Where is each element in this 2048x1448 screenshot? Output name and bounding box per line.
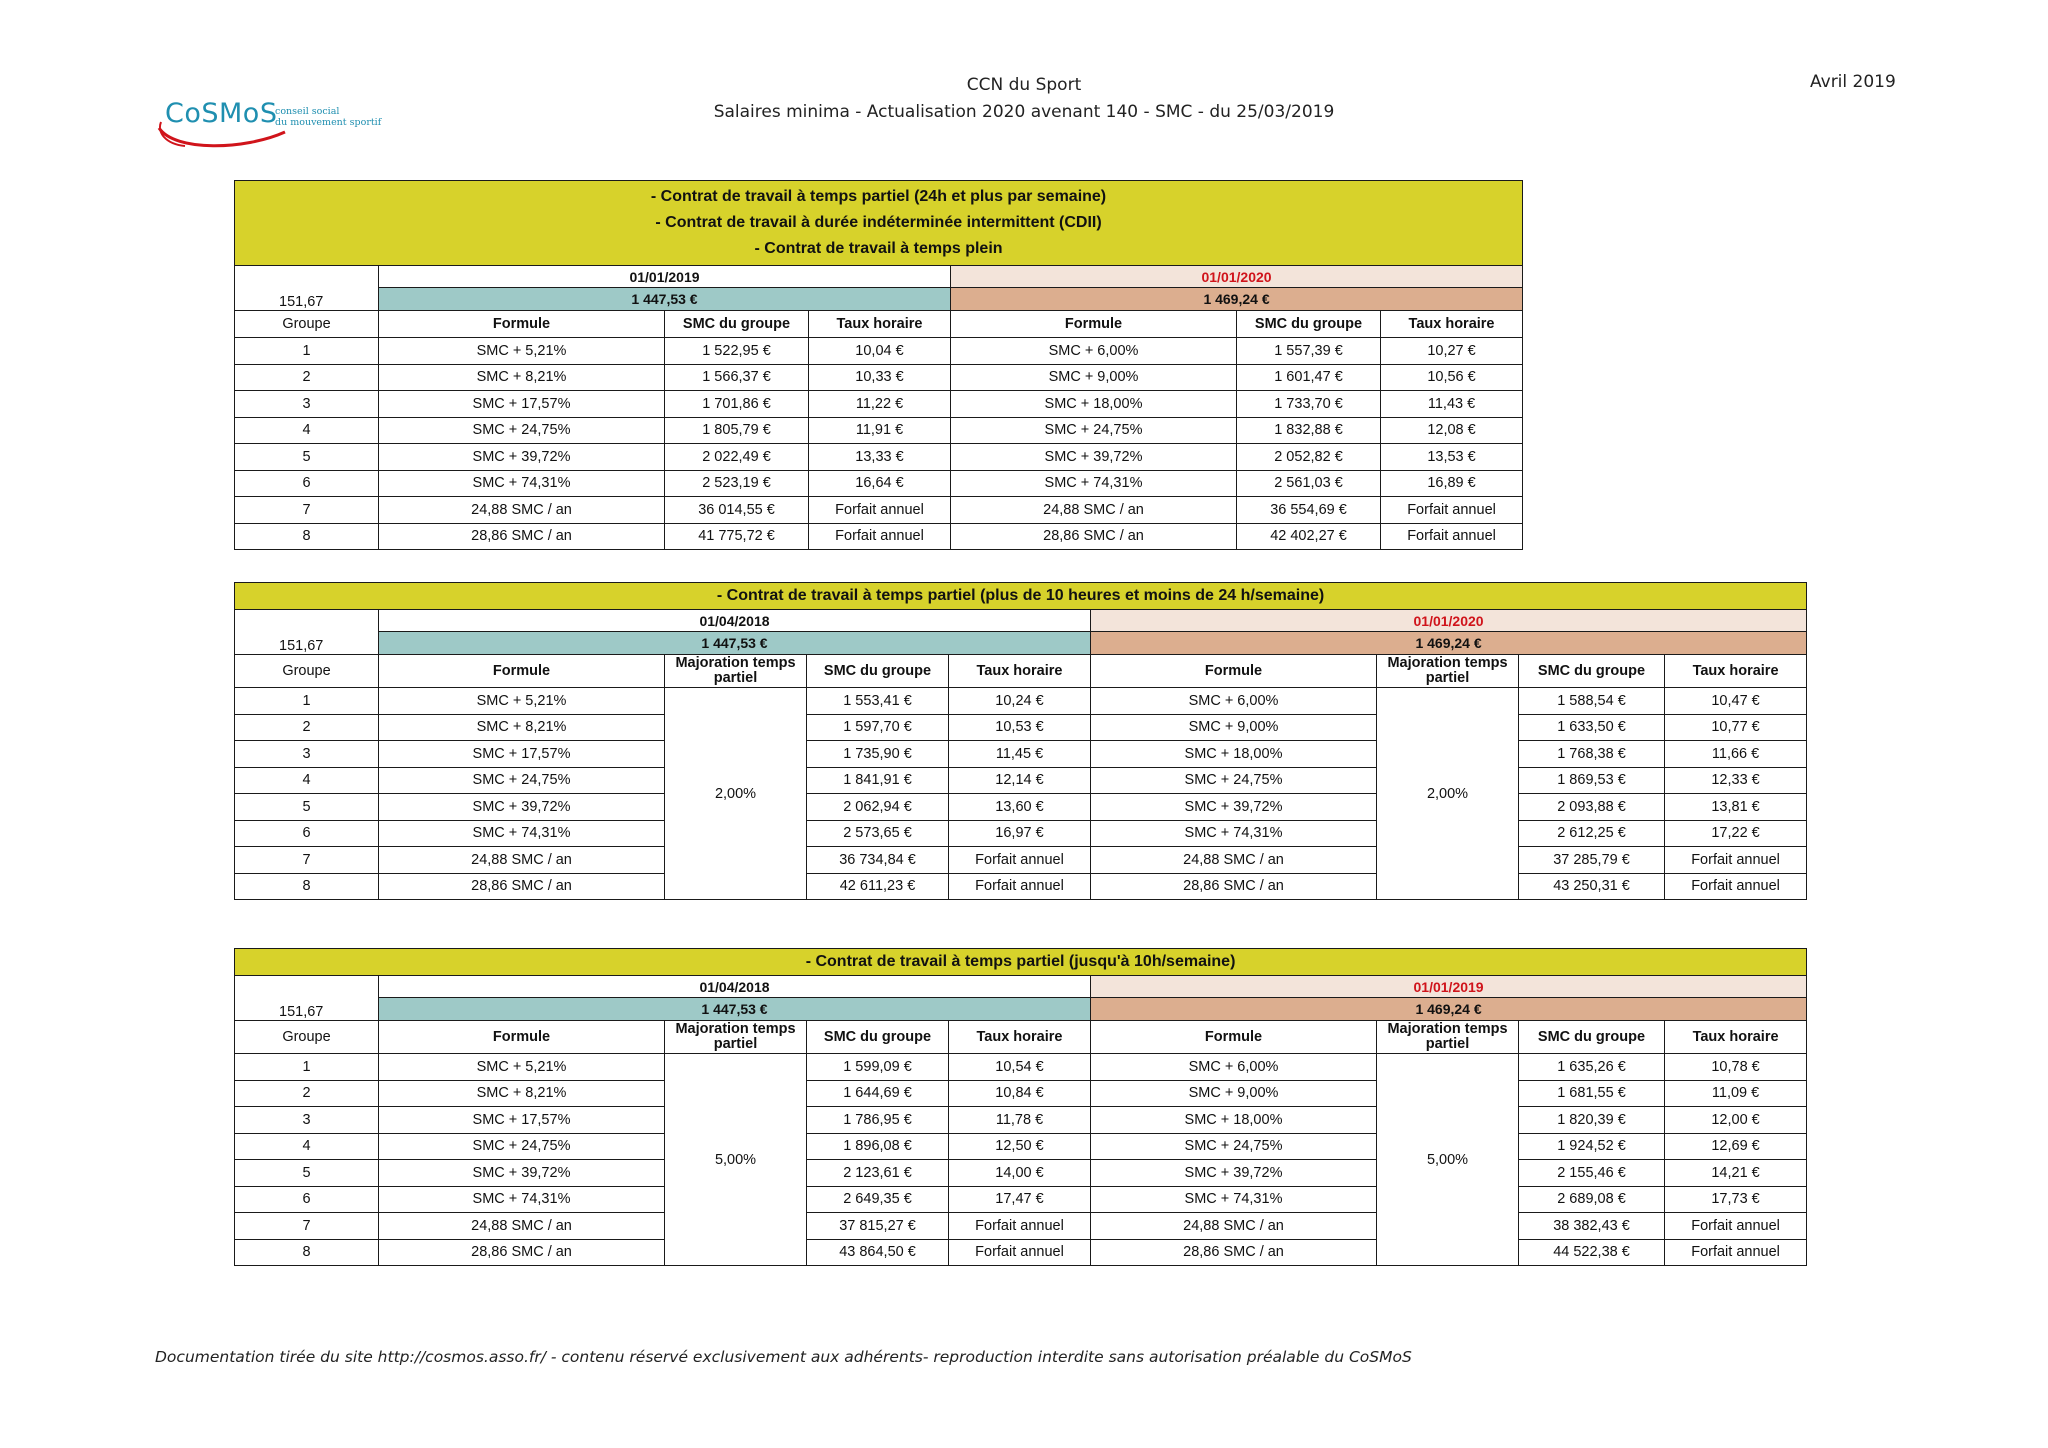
cell-formule: SMC + 8,21% <box>379 714 665 741</box>
col-header-majoration: Majoration temps partiel <box>665 655 807 688</box>
cell-taux: 11,22 € <box>809 391 951 418</box>
col-header-taux: Taux horaire <box>949 655 1091 688</box>
period-new-date: 01/01/2020 <box>1091 610 1807 632</box>
col-header-formule: Formule <box>379 1021 665 1054</box>
cell-smc: 2 093,88 € <box>1519 794 1665 821</box>
period-new-smc: 1 469,24 € <box>1091 998 1807 1021</box>
col-header-majoration: Majoration temps partiel <box>665 1021 807 1054</box>
cell-majoration: 2,00% <box>665 688 807 900</box>
col-header-smc: SMC du groupe <box>807 655 949 688</box>
cell-formule: SMC + 17,57% <box>379 391 665 418</box>
period-new-date: 01/01/2019 <box>1091 976 1807 998</box>
table1-banner <box>235 181 1523 266</box>
cell-formule: SMC + 18,00% <box>1091 741 1377 768</box>
cell-smc: 1 644,69 € <box>807 1080 949 1107</box>
table2-banner: - Contrat de travail à temps partiel (plus de 10 heures et moins de 24 h/semaine) <box>235 583 1807 610</box>
salary-table-part-time-up-to-10h <box>234 948 1807 1266</box>
cell-formule: SMC + 8,21% <box>379 364 665 391</box>
table-row <box>235 338 1523 365</box>
cell-smc: 42 402,27 € <box>1237 523 1381 550</box>
col-header-taux: Taux horaire <box>809 311 951 338</box>
cell-groupe: 2 <box>235 714 379 741</box>
cell-groupe: 6 <box>235 470 379 497</box>
period-old-smc: 1 447,53 € <box>379 632 1091 655</box>
cell-taux: Forfait annuel <box>949 847 1091 874</box>
cell-groupe: 5 <box>235 794 379 821</box>
cell-formule: SMC + 8,21% <box>379 1080 665 1107</box>
cell-groupe: 3 <box>235 741 379 768</box>
col-header-majoration: Majoration temps partiel <box>1377 655 1519 688</box>
table-row <box>235 820 1807 847</box>
cell-taux: Forfait annuel <box>1381 523 1523 550</box>
period-new-smc: 1 469,24 € <box>1091 632 1807 655</box>
footer-notice: Documentation tirée du site http://cosmos.asso.fr/ - contenu réservé exclusivement aux adhérents- reproduction interdite sans autorisation préalable du CoSMoS <box>155 1348 1412 1366</box>
cell-taux: 17,22 € <box>1665 820 1807 847</box>
banner-line: - Contrat de travail à temps plein <box>754 240 1003 257</box>
cell-formule: 24,88 SMC / an <box>379 847 665 874</box>
cell-formule: SMC + 74,31% <box>379 1186 665 1213</box>
cell-formule: SMC + 39,72% <box>1091 1160 1377 1187</box>
cell-taux: Forfait annuel <box>1381 497 1523 524</box>
cell-smc: 1 633,50 € <box>1519 714 1665 741</box>
cell-smc: 36 734,84 € <box>807 847 949 874</box>
col-header-formule: Formule <box>379 655 665 688</box>
cell-groupe: 8 <box>235 523 379 550</box>
cell-smc: 1 557,39 € <box>1237 338 1381 365</box>
cell-smc: 1 566,37 € <box>665 364 809 391</box>
cell-smc: 2 155,46 € <box>1519 1160 1665 1187</box>
cell-formule: SMC + 24,75% <box>951 417 1237 444</box>
cell-formule: 24,88 SMC / an <box>1091 1213 1377 1240</box>
table-row <box>235 1054 1807 1081</box>
cell-formule: SMC + 74,31% <box>1091 1186 1377 1213</box>
cell-taux: 11,78 € <box>949 1107 1091 1134</box>
cell-groupe: 3 <box>235 391 379 418</box>
cell-taux: 10,27 € <box>1381 338 1523 365</box>
cell-taux: 10,47 € <box>1665 688 1807 715</box>
table-row <box>235 1160 1807 1187</box>
cell-groupe: 7 <box>235 1213 379 1240</box>
cell-taux: Forfait annuel <box>949 873 1091 900</box>
cell-smc: 2 022,49 € <box>665 444 809 471</box>
cell-groupe: 4 <box>235 767 379 794</box>
cell-groupe: 1 <box>235 338 379 365</box>
period-old-date: 01/01/2019 <box>379 266 951 288</box>
table-row <box>235 523 1523 550</box>
cell-smc: 1 786,95 € <box>807 1107 949 1134</box>
cell-majoration: 2,00% <box>1377 688 1519 900</box>
cell-smc: 37 815,27 € <box>807 1213 949 1240</box>
period-new-date: 01/01/2020 <box>951 266 1523 288</box>
cell-smc: 2 561,03 € <box>1237 470 1381 497</box>
cell-formule: SMC + 24,75% <box>379 767 665 794</box>
cell-smc: 2 123,61 € <box>807 1160 949 1187</box>
cell-formule: SMC + 24,75% <box>379 417 665 444</box>
table-row <box>235 714 1807 741</box>
logo-subtitle <box>275 106 381 128</box>
cell-majoration: 5,00% <box>665 1054 807 1266</box>
cell-groupe: 2 <box>235 364 379 391</box>
cell-formule: SMC + 24,75% <box>1091 767 1377 794</box>
cell-majoration: 5,00% <box>1377 1054 1519 1266</box>
cell-formule: SMC + 74,31% <box>379 470 665 497</box>
cell-groupe: 3 <box>235 1107 379 1134</box>
cell-formule: SMC + 6,00% <box>1091 1054 1377 1081</box>
cell-taux: Forfait annuel <box>1665 873 1807 900</box>
table-row <box>235 1080 1807 1107</box>
period-old-date: 01/04/2018 <box>379 610 1091 632</box>
cell-formule: 28,86 SMC / an <box>1091 1239 1377 1266</box>
table-row <box>235 1186 1807 1213</box>
cell-smc: 1 635,26 € <box>1519 1054 1665 1081</box>
cell-groupe: 8 <box>235 1239 379 1266</box>
cell-groupe: 8 <box>235 873 379 900</box>
cell-taux: 14,00 € <box>949 1160 1091 1187</box>
table-row <box>235 497 1523 524</box>
cell-taux: 12,69 € <box>1665 1133 1807 1160</box>
cell-groupe: 7 <box>235 497 379 524</box>
cell-smc: 1 588,54 € <box>1519 688 1665 715</box>
cell-smc: 2 573,65 € <box>807 820 949 847</box>
cell-formule: SMC + 6,00% <box>951 338 1237 365</box>
cell-taux: 10,54 € <box>949 1054 1091 1081</box>
cell-formule: 28,86 SMC / an <box>379 1239 665 1266</box>
cosmos-logo <box>155 92 405 154</box>
cell-smc: 42 611,23 € <box>807 873 949 900</box>
table-row <box>235 1239 1807 1266</box>
col-header-formule: Formule <box>1091 655 1377 688</box>
smc-base-hours: 151,67 <box>235 610 379 655</box>
cell-smc: 41 775,72 € <box>665 523 809 550</box>
cell-groupe: 5 <box>235 444 379 471</box>
table-row <box>235 1213 1807 1240</box>
cell-smc: 36 014,55 € <box>665 497 809 524</box>
cell-smc: 2 612,25 € <box>1519 820 1665 847</box>
table-row <box>235 1107 1807 1134</box>
cell-groupe: 1 <box>235 1054 379 1081</box>
period-old-date: 01/04/2018 <box>379 976 1091 998</box>
col-header-smc: SMC du groupe <box>807 1021 949 1054</box>
period-old-smc: 1 447,53 € <box>379 288 951 311</box>
cell-formule: 24,88 SMC / an <box>379 1213 665 1240</box>
cell-smc: 1 681,55 € <box>1519 1080 1665 1107</box>
logo-sub-line-2: du mouvement sportif <box>275 117 382 128</box>
cell-formule: SMC + 18,00% <box>951 391 1237 418</box>
cell-formule: 24,88 SMC / an <box>379 497 665 524</box>
col-header-groupe: Groupe <box>235 655 379 688</box>
cell-formule: SMC + 17,57% <box>379 741 665 768</box>
col-header-groupe: Groupe <box>235 1021 379 1054</box>
cell-taux: Forfait annuel <box>809 497 951 524</box>
table-row <box>235 470 1523 497</box>
cell-taux: 16,89 € <box>1381 470 1523 497</box>
cell-taux: 10,78 € <box>1665 1054 1807 1081</box>
cell-taux: 11,43 € <box>1381 391 1523 418</box>
cell-groupe: 6 <box>235 820 379 847</box>
cell-taux: 13,60 € <box>949 794 1091 821</box>
cell-taux: 12,33 € <box>1665 767 1807 794</box>
cell-taux: 12,50 € <box>949 1133 1091 1160</box>
cell-formule: SMC + 39,72% <box>951 444 1237 471</box>
cell-taux: 16,64 € <box>809 470 951 497</box>
cell-groupe: 4 <box>235 1133 379 1160</box>
col-header-majoration: Majoration temps partiel <box>1377 1021 1519 1054</box>
cell-smc: 2 062,94 € <box>807 794 949 821</box>
table3-banner: - Contrat de travail à temps partiel (jusqu'à 10h/semaine) <box>235 949 1807 976</box>
cell-taux: 12,14 € <box>949 767 1091 794</box>
table-row <box>235 417 1523 444</box>
cell-smc: 37 285,79 € <box>1519 847 1665 874</box>
table-row <box>235 364 1523 391</box>
col-header-taux: Taux horaire <box>1381 311 1523 338</box>
cell-groupe: 2 <box>235 1080 379 1107</box>
cell-smc: 1 733,70 € <box>1237 391 1381 418</box>
cell-smc: 1 820,39 € <box>1519 1107 1665 1134</box>
cell-groupe: 7 <box>235 847 379 874</box>
cell-taux: 11,45 € <box>949 741 1091 768</box>
cell-smc: 1 841,91 € <box>807 767 949 794</box>
cell-taux: 13,53 € <box>1381 444 1523 471</box>
cell-smc: 1 701,86 € <box>665 391 809 418</box>
cell-taux: 10,24 € <box>949 688 1091 715</box>
col-header-smc: SMC du groupe <box>1519 655 1665 688</box>
cell-taux: 10,84 € <box>949 1080 1091 1107</box>
cell-taux: 17,47 € <box>949 1186 1091 1213</box>
cell-smc: 2 052,82 € <box>1237 444 1381 471</box>
cell-smc: 1 896,08 € <box>807 1133 949 1160</box>
col-header-smc: SMC du groupe <box>665 311 809 338</box>
col-header-formule: Formule <box>951 311 1237 338</box>
period-new-smc: 1 469,24 € <box>951 288 1523 311</box>
cell-formule: SMC + 5,21% <box>379 688 665 715</box>
cell-smc: 2 649,35 € <box>807 1186 949 1213</box>
document-date: Avril 2019 <box>1810 72 1896 92</box>
cell-formule: SMC + 39,72% <box>379 444 665 471</box>
cell-smc: 1 869,53 € <box>1519 767 1665 794</box>
col-header-taux: Taux horaire <box>1665 655 1807 688</box>
cell-formule: SMC + 24,75% <box>379 1133 665 1160</box>
cell-formule: SMC + 5,21% <box>379 1054 665 1081</box>
col-header-groupe: Groupe <box>235 311 379 338</box>
banner-line: - Contrat de travail à temps partiel (24h et plus par semaine) <box>650 188 1107 205</box>
col-header-formule: Formule <box>379 311 665 338</box>
table-row <box>235 1133 1807 1160</box>
cell-smc: 1 522,95 € <box>665 338 809 365</box>
cell-formule: SMC + 18,00% <box>1091 1107 1377 1134</box>
cell-groupe: 1 <box>235 688 379 715</box>
cell-formule: SMC + 74,31% <box>379 820 665 847</box>
period-old-smc: 1 447,53 € <box>379 998 1091 1021</box>
table-row <box>235 767 1807 794</box>
cell-smc: 1 768,38 € <box>1519 741 1665 768</box>
cell-formule: 28,86 SMC / an <box>1091 873 1377 900</box>
cell-smc: 1 805,79 € <box>665 417 809 444</box>
cell-taux: 11,09 € <box>1665 1080 1807 1107</box>
cell-formule: 28,86 SMC / an <box>379 523 665 550</box>
table-row <box>235 444 1523 471</box>
cell-groupe: 4 <box>235 417 379 444</box>
logo-wordmark: CoSMoS <box>165 98 278 129</box>
cell-taux: 12,08 € <box>1381 417 1523 444</box>
cell-formule: SMC + 39,72% <box>379 794 665 821</box>
col-header-taux: Taux horaire <box>1665 1021 1807 1054</box>
cell-formule: 24,88 SMC / an <box>951 497 1237 524</box>
cell-formule: SMC + 39,72% <box>1091 794 1377 821</box>
cell-taux: Forfait annuel <box>1665 1239 1807 1266</box>
cell-formule: SMC + 74,31% <box>1091 820 1377 847</box>
cell-taux: Forfait annuel <box>1665 1213 1807 1240</box>
table-row <box>235 794 1807 821</box>
table-row <box>235 873 1807 900</box>
cell-formule: SMC + 39,72% <box>379 1160 665 1187</box>
cell-formule: 28,86 SMC / an <box>951 523 1237 550</box>
cell-taux: 13,33 € <box>809 444 951 471</box>
cell-smc: 38 382,43 € <box>1519 1213 1665 1240</box>
col-header-formule: Formule <box>1091 1021 1377 1054</box>
cell-smc: 44 522,38 € <box>1519 1239 1665 1266</box>
cell-formule: SMC + 17,57% <box>379 1107 665 1134</box>
cell-groupe: 5 <box>235 1160 379 1187</box>
cell-formule: 28,86 SMC / an <box>379 873 665 900</box>
cell-taux: 10,33 € <box>809 364 951 391</box>
cell-formule: SMC + 9,00% <box>951 364 1237 391</box>
title-line-2: Salaires minima - Actualisation 2020 avenant 140 - SMC - du 25/03/2019 <box>713 102 1335 122</box>
cell-formule: SMC + 9,00% <box>1091 1080 1377 1107</box>
cell-taux: 13,81 € <box>1665 794 1807 821</box>
col-header-smc: SMC du groupe <box>1519 1021 1665 1054</box>
cell-smc: 1 553,41 € <box>807 688 949 715</box>
cell-smc: 43 250,31 € <box>1519 873 1665 900</box>
cell-taux: 16,97 € <box>949 820 1091 847</box>
cell-taux: Forfait annuel <box>1665 847 1807 874</box>
smc-base-hours: 151,67 <box>235 266 379 311</box>
cell-taux: 10,56 € <box>1381 364 1523 391</box>
cell-formule: SMC + 5,21% <box>379 338 665 365</box>
cell-formule: SMC + 74,31% <box>951 470 1237 497</box>
cell-smc: 43 864,50 € <box>807 1239 949 1266</box>
banner-line: - Contrat de travail à durée indéterminée intermittent (CDII) <box>655 214 1102 231</box>
cell-formule: SMC + 9,00% <box>1091 714 1377 741</box>
cell-taux: 12,00 € <box>1665 1107 1807 1134</box>
cell-taux: 17,73 € <box>1665 1186 1807 1213</box>
cell-smc: 1 735,90 € <box>807 741 949 768</box>
table-row <box>235 741 1807 768</box>
cell-taux: 10,53 € <box>949 714 1091 741</box>
logo-sub-line-1: conseil social <box>275 106 340 117</box>
cell-taux: 11,91 € <box>809 417 951 444</box>
cell-formule: SMC + 6,00% <box>1091 688 1377 715</box>
cell-taux: Forfait annuel <box>809 523 951 550</box>
cell-formule: 24,88 SMC / an <box>1091 847 1377 874</box>
cell-smc: 1 832,88 € <box>1237 417 1381 444</box>
smc-base-hours: 151,67 <box>235 976 379 1021</box>
title-line-1: CCN du Sport <box>966 75 1082 95</box>
cell-smc: 1 597,70 € <box>807 714 949 741</box>
cell-smc: 36 554,69 € <box>1237 497 1381 524</box>
col-header-taux: Taux horaire <box>949 1021 1091 1054</box>
table-row <box>235 391 1523 418</box>
cell-smc: 1 601,47 € <box>1237 364 1381 391</box>
cell-taux: 10,77 € <box>1665 714 1807 741</box>
cell-taux: 10,04 € <box>809 338 951 365</box>
cell-groupe: 6 <box>235 1186 379 1213</box>
cell-smc: 2 689,08 € <box>1519 1186 1665 1213</box>
cell-smc: 1 924,52 € <box>1519 1133 1665 1160</box>
cell-smc: 1 599,09 € <box>807 1054 949 1081</box>
table-row <box>235 688 1807 715</box>
cell-taux: Forfait annuel <box>949 1213 1091 1240</box>
cell-formule: SMC + 24,75% <box>1091 1133 1377 1160</box>
col-header-smc: SMC du groupe <box>1237 311 1381 338</box>
table-row <box>235 847 1807 874</box>
salary-table-part-time-10-24h <box>234 582 1807 900</box>
cell-taux: 14,21 € <box>1665 1160 1807 1187</box>
salary-table-full-time <box>234 180 1523 550</box>
cell-taux: 11,66 € <box>1665 741 1807 768</box>
cell-taux: Forfait annuel <box>949 1239 1091 1266</box>
cell-smc: 2 523,19 € <box>665 470 809 497</box>
